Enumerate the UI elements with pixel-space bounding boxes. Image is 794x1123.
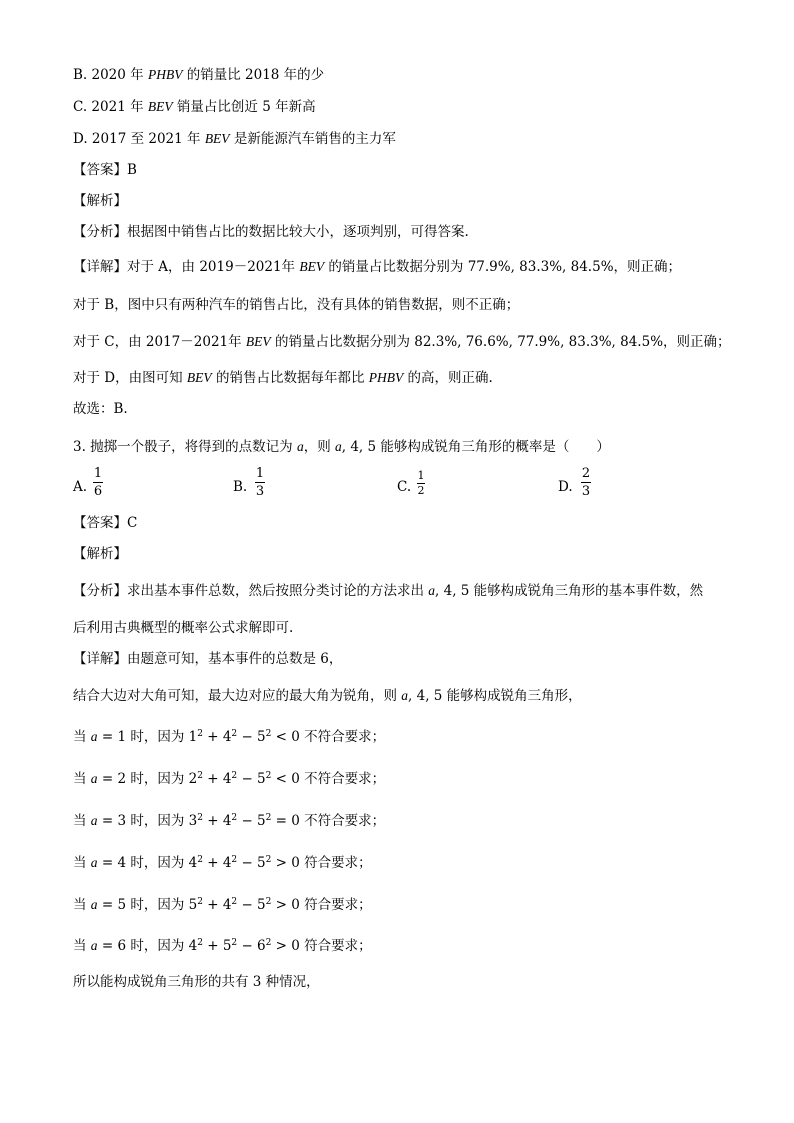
analysis-label: 【解析】 [73,193,127,209]
choice-line: 故选：B. [73,401,128,417]
case-2: 当 a = 2 时，因为 $2^2 + 4^2 - 5^2 < 0$ 不符合要求； [73,771,386,787]
detail-a: 【详解】对于 A，由 2019－2021年 BEV 的销量占比数据分别为 77.9%, 83.3%, 84.5%，则正确； [73,259,682,275]
case-4: 当 a = 4 时，因为 $4^2 + 4^2 - 5^2 > 0$ 符合要求； [73,855,372,871]
case-3: 当 a = 3 时，因为 $3^2 + 4^2 - 5^2 = 0$ 不符合要求； [73,813,386,829]
option-b-line: B. 2020 年 PHBV 的销量比 2018 年的少 [73,67,325,83]
detail-c: 对于 C，由 2017－2021年 BEV 的销量占比数据分别为 82.3%, 76.6%, 77.9%, 83.3%, 84.5%，则正确； [73,334,731,350]
question-3: 3. 抛掷一个骰子，将得到的点数记为 a，则 a, 4, 5 能够构成锐角三角形的概率是（ ） [73,439,610,455]
answer-label-2: 【答案】C [73,515,138,531]
detail-total: 【详解】由题意可知，基本事件的总数是 6， [73,651,343,667]
case-6: 当 a = 6 时，因为 $4^2 + 5^2 - 6^2 > 0$ 符合要求； [73,938,372,954]
analysis-text: 【分析】根据图中销售占比的数据比较大小，逐项判别，可得答案. [73,224,469,240]
detail-reason: 结合大边对大角可知，最大边对应的最大角为锐角，则 a, 4, 5 能够构成锐角三角形， [73,688,582,704]
choice-c-fraction: 1 2 [417,469,425,497]
detail-b: 对于 B，图中只有两种汽车的销售占比，没有具体的销售数据，则不正确； [73,297,520,313]
fraction-bar [581,482,591,483]
choice-a: A. [73,479,88,495]
choice-d-fraction: 2 3 [581,466,591,499]
choice-b: B. [233,479,248,495]
choice-a-fraction: 1 6 [93,466,103,499]
fraction-bar [93,482,103,483]
fraction-bar [255,482,265,483]
choice-b-fraction: 1 3 [255,466,265,499]
option-d-line: D. 2017 至 2021 年 BEV 是新能源汽车销售的主力军 [73,131,396,147]
case-5: 当 a = 5 时，因为 $5^2 + 4^2 - 5^2 > 0$ 符合要求； [73,897,372,913]
option-c-line: C. 2021 年 BEV 销量占比创近 5 年新高 [73,99,316,115]
answer-label: 【答案】B [73,162,137,178]
choice-d: D. [558,479,573,495]
case-1: 当 a = 1 时，因为 $1^2 + 4^2 - 5^2 < 0$ 不符合要求； [73,729,386,745]
analysis-text-2b: 后利用古典概型的概率公式求解即可. [73,620,294,636]
analysis-text-2a: 【分析】求出基本事件总数，然后按照分类讨论的方法求出 a, 4, 5 能够构成锐角三角形的基本事件数，然 [73,583,704,599]
choice-c: C. [397,479,412,495]
detail-d: 对于 D，由图可知 BEV 的销售占比数据每年都比 PHBV 的高，则正确. [73,370,493,386]
analysis-label-2: 【解析】 [73,546,127,562]
conclusion-line: 所以能构成锐角三角形的共有 3 种情况， [73,974,320,990]
